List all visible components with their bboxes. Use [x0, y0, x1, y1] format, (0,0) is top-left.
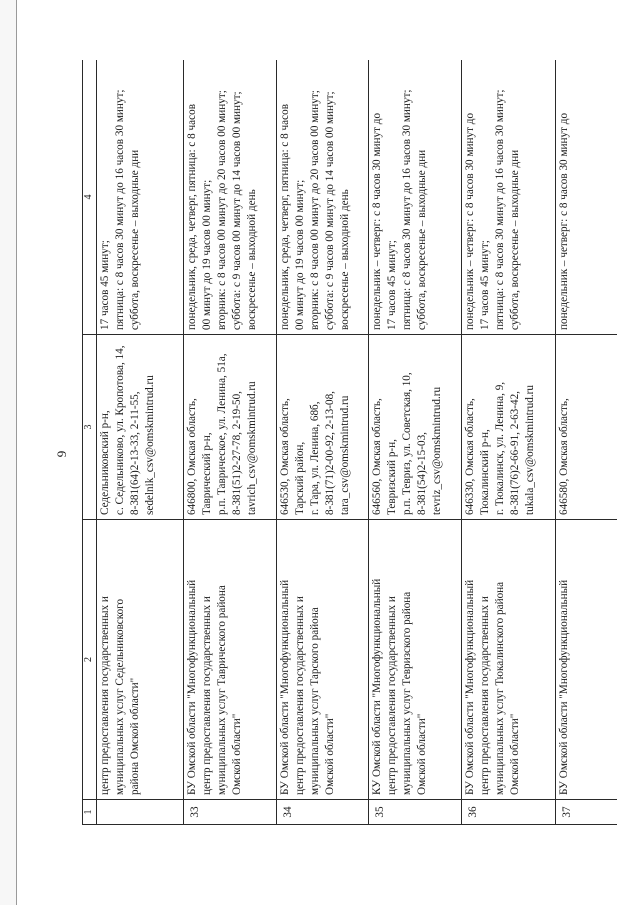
text-line: 17 часов 45 минут;	[99, 240, 111, 330]
row-number	[97, 800, 184, 825]
text-line: 17 часов 45 минут;	[479, 240, 491, 330]
text-line: sedelnik_csv@omskmintrud.ru	[144, 375, 156, 515]
text-line: КУ Омской области "Многофункциональный	[371, 578, 383, 795]
text-line: понедельник, среда, четверг, пятница: с 8 часов	[279, 104, 291, 330]
text-line: 8-381(76)2-66-91, 2-63-42,	[509, 391, 521, 515]
mfc-offices-table	[82, 60, 617, 825]
text-line: воскресенье – выходной день	[246, 189, 258, 330]
text-line: Омской области"	[324, 713, 336, 795]
text-line: 646330, Омская область,	[464, 398, 476, 515]
text-line: 00 минут до 19 часов 00 минут;	[294, 179, 306, 330]
text-line: Таврический р-н,	[201, 432, 213, 515]
scan-edge	[0, 0, 16, 905]
text-line: БУ Омской области "Многофункциональный	[186, 579, 198, 795]
text-line: Омской области"	[509, 713, 521, 795]
text-line: р.п. Таврическое, ул. Ленина, 51а,	[216, 353, 228, 515]
address-cell	[97, 335, 184, 520]
address-cell	[184, 335, 277, 520]
text-line: суббота, воскресенье – выходные дни	[416, 149, 428, 330]
table-row	[462, 60, 556, 825]
text-line: района Омской области"	[129, 677, 141, 795]
text-line: центр предоставления государственных и	[99, 596, 111, 795]
text-line: воскресенье – выходной день	[339, 189, 351, 330]
rotated-table-content	[82, 60, 617, 825]
text-line: tara_csv@omskmintrud.ru	[339, 395, 351, 515]
text-line: муниципальных услуг Тевризского района	[401, 591, 413, 795]
text-line: пятница: с 8 часов 30 минут до 16 часов 30 минут;	[114, 89, 126, 330]
row-number: 35	[369, 800, 462, 825]
text-line: понедельник – четверг: с 8 часов 30 минут до	[371, 112, 383, 330]
org-name-cell	[97, 520, 184, 800]
org-name-cell	[277, 520, 369, 800]
text-line: понедельник – четверг: с 8 часов 30 минут до	[464, 112, 476, 330]
text-line: tukala_csv@omskmintrud.ru	[524, 385, 536, 515]
text-line: БУ Омской области "Многофункциональный	[279, 579, 291, 795]
text-line: 8-381(51)2-27-78, 2-19-50,	[231, 391, 243, 515]
address-cell	[462, 335, 556, 520]
rotated-table-frame	[82, 60, 617, 825]
text-line: центр предоставления государственных и	[294, 596, 306, 795]
text-line: 8-381(64)2-13-33, 2-11-55,	[129, 391, 141, 515]
column-number: 4	[83, 60, 97, 335]
text-line: БУ Омской области "Многофункциональный	[464, 579, 476, 795]
table-row	[97, 60, 184, 825]
text-line: понедельник – четверг: с 8 часов 30 минут до	[558, 112, 570, 330]
table-row	[556, 60, 618, 825]
text-line: муниципальных услуг Седельниковского	[114, 598, 126, 795]
text-line: муниципальных услуг Тарского района	[309, 607, 321, 795]
text-line: пятница: с 8 часов 30 минут до 16 часов 30 минут;	[401, 89, 413, 330]
column-number-row	[83, 60, 97, 825]
text-line: БУ Омской области "Многофункциональный	[558, 579, 570, 795]
scan-edge-line	[16, 0, 17, 905]
text-line: Тевризский р-н,	[386, 439, 398, 515]
text-line: Седельниковский р-н,	[99, 410, 111, 515]
text-line: вторник: с 8 часов 00 минут до 20 часов 00 минут;	[309, 90, 321, 330]
text-line: муниципальных услуг Тюкалинского района	[494, 581, 506, 795]
text-line: tavrich_csv@omskmintrud.ru	[246, 381, 258, 515]
text-line: суббота: с 9 часов 00 минут до 14 часов 00 минут;	[324, 91, 336, 330]
text-line: tevriz_csv@omskmintrud.ru	[431, 386, 443, 515]
text-line: 8-381(71)2-00-92, 2-13-08,	[324, 391, 336, 515]
text-line: 8-381(54)2-15-03,	[416, 432, 428, 515]
text-line: центр предоставления государственных и	[479, 596, 491, 795]
working-hours-cell	[556, 60, 618, 335]
column-number: 2	[83, 520, 97, 800]
text-line: суббота, воскресенье – выходные дни	[509, 149, 521, 330]
text-line: 646560, Омская область,	[371, 398, 383, 515]
working-hours-cell	[184, 60, 277, 335]
text-line: 17 часов 45 минут;	[386, 240, 398, 330]
address-cell	[277, 335, 369, 520]
working-hours-cell	[462, 60, 556, 335]
working-hours-cell	[97, 60, 184, 335]
text-line: муниципальных услуг Таврического района	[216, 585, 228, 795]
text-line: Омской области"	[231, 713, 243, 795]
text-line: г. Тюкалинск, ул. Ленина, 9,	[494, 381, 506, 515]
working-hours-cell	[369, 60, 462, 335]
row-number: 33	[184, 800, 277, 825]
row-number: 36	[462, 800, 556, 825]
address-cell	[556, 335, 618, 520]
column-number: 3	[83, 335, 97, 520]
org-name-cell	[556, 520, 618, 800]
text-line: суббота, воскресенье – выходные дни	[129, 149, 141, 330]
text-line: 00 минут до 19 часов 00 минут;	[201, 179, 213, 330]
org-name-cell	[462, 520, 556, 800]
text-line: Тюкалинский р-н,	[479, 429, 491, 515]
row-number: 34	[277, 800, 369, 825]
text-line: центр предоставления государственных и	[201, 596, 213, 795]
text-line: Омской области"	[416, 713, 428, 795]
table-row	[184, 60, 277, 825]
text-line: Тарский район,	[294, 441, 306, 515]
column-number: 1	[83, 800, 97, 825]
address-cell	[369, 335, 462, 520]
text-line: вторник: с 8 часов 00 минут до 20 часов 00 минут;	[216, 90, 228, 330]
text-line: суббота: с 9 часов 00 минут до 14 часов 00 минут;	[231, 91, 243, 330]
working-hours-cell	[277, 60, 369, 335]
text-line: понедельник, среда, четверг, пятница: с 8 часов	[186, 104, 198, 330]
table-row	[369, 60, 462, 825]
org-name-cell	[369, 520, 462, 800]
text-line: 646580, Омская область,	[558, 398, 570, 515]
text-line: г. Тара, ул. Ленина, 68б,	[309, 401, 321, 515]
text-line: 646530, Омская область,	[279, 398, 291, 515]
text-line: 646800, Омская область,	[186, 398, 198, 515]
org-name-cell	[184, 520, 277, 800]
text-line: пятница: с 8 часов 30 минут до 16 часов 30 минут;	[494, 89, 506, 330]
text-line: с. Седельниково, ул. Кропотова, 14,	[114, 345, 126, 515]
row-number: 37	[556, 800, 618, 825]
text-line: центр предоставления государственных и	[386, 596, 398, 795]
table-row	[277, 60, 369, 825]
page-number: 9	[54, 450, 69, 458]
text-line: р.п. Тевриз, ул. Советская, 10,	[401, 372, 413, 515]
